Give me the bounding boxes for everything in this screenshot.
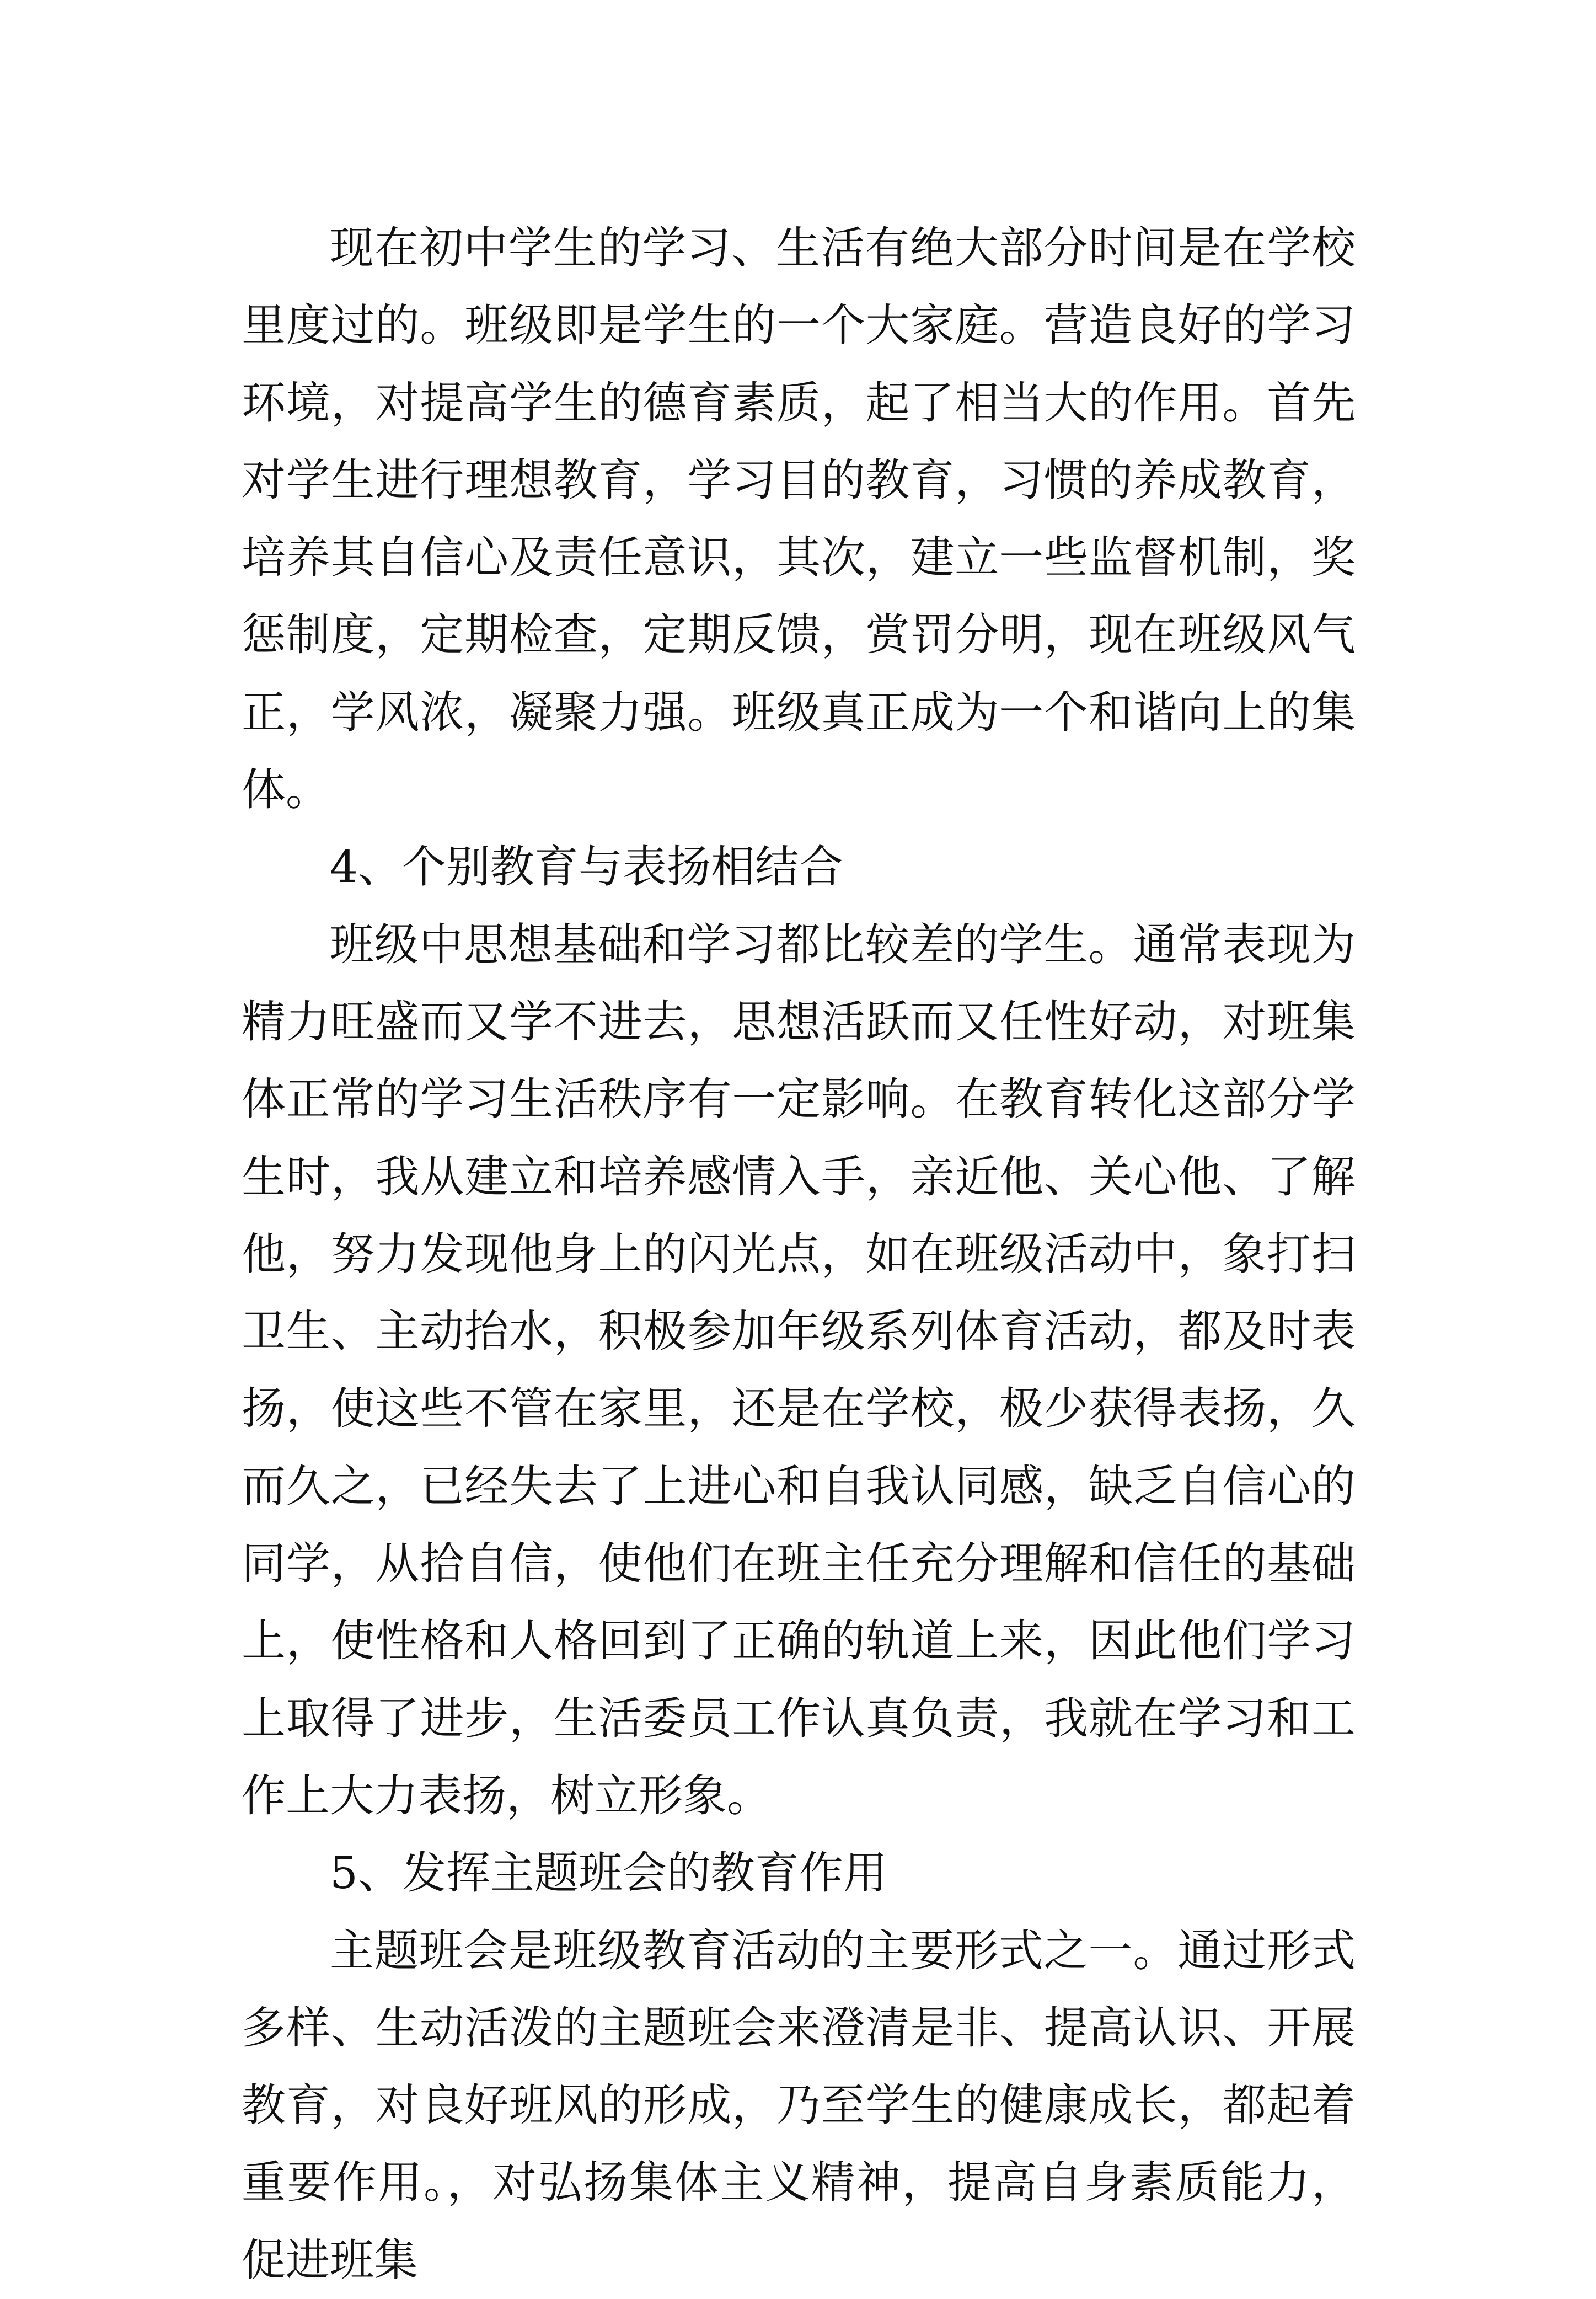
document-body	[242, 210, 1356, 2299]
paragraph-learning-environment: 现在初中学生的学习、生活有绝大部分时间是在学校里度过的。班级即是学生的一个大家庭。营造良好的学习环境，对提高学生的德育素质，起了相当大的作用。首先对学生进行理想教育，学习目的教育，习惯的养成教育，培养其自信心及责任意识，其次，建立一些监督机制，奖惩制度，定期检查，定期反馈，赏罚分明，现在班级风气正，学风浓，凝聚力强。班级真正成为一个和谐向上的集体。	[242, 222, 1356, 816]
paragraph-theme-class-meeting: 主题班会是班级教育活动的主要形式之一。通过形式多样、生动活泼的主题班会来澄清是非、提高认识、开展教育，对良好班风的形成，乃至学生的健康成长，都起着重要作用。，对弘扬集体主义精神，提高自身素质能力，促进班集	[242, 1924, 1356, 2286]
paragraph-individual-education: 班级中思想基础和学习都比较差的学生。通常表现为精力旺盛而又学不进去，思想活跃而又任性好动，对班集体正常的学习生活秩序有一定影响。在教育转化这部分学生时，我从建立和培养感情入手，亲近他、关心他、了解他，努力发现他身上的闪光点，如在班级活动中，象打扫卫生、主动抬水，积极参加年级系列体育活动，都及时表扬，使这些不管在家里，还是在学校，极少获得表扬，久而久之，已经失去了上进心和自我认同感，缺乏自信心的同学，从拾自信，使他们在班主任充分理解和信任的基础上，使性格和人格回到了正确的轨道上来，因此他们学习上取得了进步，生活委员工作认真负责，我就在学习和工作上大力表扬，树立形象。	[242, 918, 1356, 1821]
section-heading-4: 4、个别教育与表扬相结合	[330, 841, 843, 893]
section-heading-5: 5、发挥主题班会的教育作用	[330, 1847, 887, 1899]
